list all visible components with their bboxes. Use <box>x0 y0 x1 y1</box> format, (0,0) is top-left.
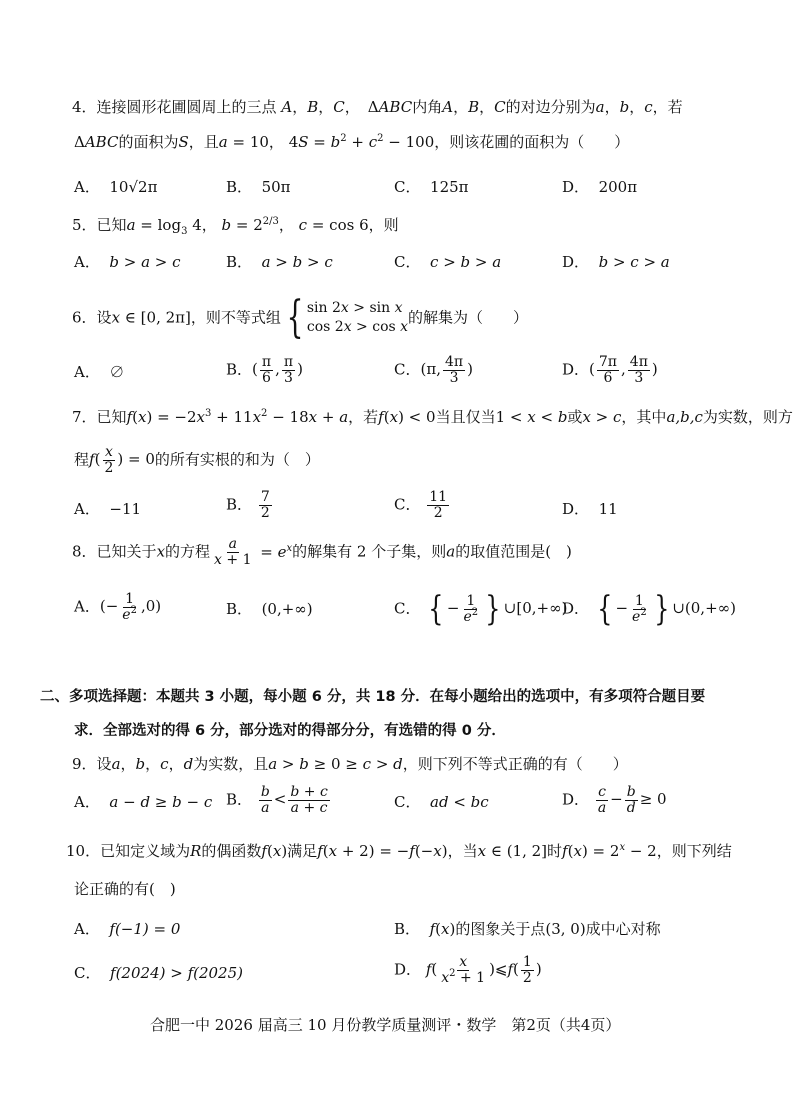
q6-stem: 6．设x ∈ [0, 2π]，则不等式组 { sin 2x > sin x cos 2x > cos x 的解集为（ ） <box>72 292 529 343</box>
q7-line2: 程f( $\frac{x}{2}$ ) = 0的所有实根的和为（ ） <box>74 444 320 476</box>
q10-option-a[interactable]: A． f(−1) = 0 <box>74 920 181 938</box>
q5-stem: 5．已知$a = \log_3 4$， $b = 2^{2/3}$， c = cos 6，则 <box>72 216 399 237</box>
q9-option-a[interactable]: A． a − d ≥ b − c <box>74 793 213 811</box>
q9-options <box>74 785 714 825</box>
q8-option-c[interactable]: C． { − $\frac{1}{e^2}$ } ∪[0,+∞) <box>394 589 568 629</box>
q7-option-a[interactable]: A． −11 <box>74 500 142 518</box>
q4-line1: 4．连接圆形花圃圆周上的三点 A，B，C， ΔABC内角A，B，C的对边分别为a，b，c，若 <box>72 98 683 116</box>
q4-line2: ΔABC的面积为S，且a = 10， $4S = b^2 + c^2 - 100$，则该花圃的面积为（ ） <box>74 133 630 151</box>
q7-line1: 7．已知$f(x) = -2x^3 + 11x^2 - 18x + a$，若f(x) < 0当且仅当1 < x < b或x > c，其中a,b,c为实数，则方 <box>72 408 793 426</box>
q5-option-a[interactable]: A． b > a > c <box>74 253 181 271</box>
q10-line2: 论正确的有( ) <box>74 880 176 898</box>
q10-option-b[interactable]: B． f(x)的图象关于点(3, 0)成中心对称 <box>394 920 661 938</box>
q6-option-b[interactable]: B．( $\frac{\pi}{6}$ , $\frac{\pi}{3}$ ) <box>226 354 303 386</box>
q5-option-d[interactable]: D． b > c > a <box>562 253 670 271</box>
q8-option-d[interactable]: D． { − $\frac{1}{e^2}$ } ∪(0,+∞) <box>562 589 736 629</box>
q5-option-c[interactable]: C． c > b > a <box>394 253 502 271</box>
section2-heading: 二、多项选择题：本题共 3 小题，每小题 6 分，共 18 分．在每小题给出的选项中，有多项符合题目要 <box>40 689 706 705</box>
page-footer: 合肥一中 2026 届高三 10 月份教学质量测评・数学 第2页（共4页） <box>150 1016 621 1034</box>
q6-options <box>74 355 674 395</box>
q7-option-c[interactable]: C． $\frac{11}{2}$ <box>394 489 448 521</box>
q9-option-c[interactable]: C． ad < bc <box>394 793 489 811</box>
q4-option-b[interactable]: B． 50π <box>226 178 291 196</box>
q8-option-b[interactable]: B． (0,+∞) <box>226 600 313 618</box>
q8-stem: 8．已知关于x的方程 $\frac{a}{x + 1}$ = $e^x$的解集有 2 个子集，则a的取值范围是( ) <box>72 536 572 568</box>
q9-stem: 9．设a，b，c，d为实数，且a > b ≥ 0 ≥ c > d，则下列不等式正确的有（ ） <box>72 755 628 773</box>
q9-option-d[interactable]: D． $\frac{c}{a}$ − $\frac{b}{d}$ ≥ 0 <box>562 784 667 816</box>
q10-option-d[interactable]: D． f( $\frac{x}{x^2 + 1}$ )⩽f( $\frac{1}{2}$ ) <box>394 954 542 986</box>
q7-option-d[interactable]: D． 11 <box>562 500 618 518</box>
section2-heading-cont: 求．全部选对的得 6 分，部分选对的得部分分，有选错的得 0 分． <box>74 723 506 739</box>
q6-option-c[interactable]: C．(π, $\frac{4\pi}{3}$ ) <box>394 354 473 386</box>
q6-option-a[interactable]: A． ∅ <box>74 363 125 381</box>
q7-options <box>74 490 674 530</box>
q4-option-c[interactable]: C． 125π <box>394 178 469 196</box>
q10-line1: 10．已知定义域为R的偶函数f(x)满足f(x + 2) = −f(−x)，当x ∈ (1, 2]时$f(x) = 2^x - 2$，则下列结 <box>66 842 732 860</box>
q4-option-d[interactable]: D． 200π <box>562 178 638 196</box>
q8-options <box>74 589 736 632</box>
q4-option-a[interactable]: A． 10√2π <box>74 178 158 196</box>
q8-option-a[interactable]: A．(− $\frac{1}{e^2}$ ,0) <box>74 591 162 623</box>
q7-option-b[interactable]: B． $\frac{7}{2}$ <box>226 489 270 521</box>
q5-option-b[interactable]: B． a > b > c <box>226 253 333 271</box>
q9-option-b[interactable]: B． $\frac{b}{a}$ < $\frac{b + c}{a + c}$ <box>226 784 328 816</box>
q10-option-c[interactable]: C． f(2024) > f(2025) <box>74 964 243 982</box>
q6-option-d[interactable]: D．( $\frac{7\pi}{6}$ , $\frac{4\pi}{3}$ ) <box>562 354 658 386</box>
